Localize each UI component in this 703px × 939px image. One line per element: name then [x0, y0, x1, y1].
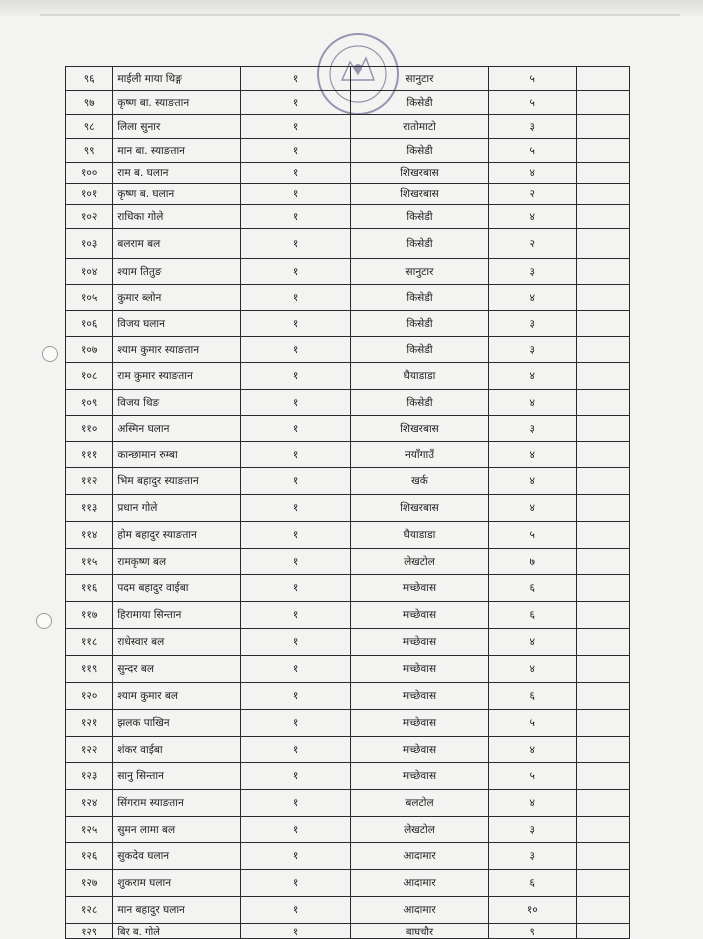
beneficiary-table — [65, 66, 630, 939]
place-cell: किसेडी — [351, 311, 489, 337]
table-row — [66, 683, 630, 710]
blank-cell — [576, 442, 629, 468]
place-cell: शिखरबास — [351, 416, 489, 442]
name-cell: राम ब. घलान — [113, 163, 241, 184]
quantity-cell: १ — [241, 205, 351, 229]
place-cell: किसेडी — [351, 205, 489, 229]
blank-cell — [576, 363, 629, 390]
quantity-cell: १ — [241, 763, 351, 790]
members-cell: २ — [488, 184, 576, 205]
quantity-cell: १ — [241, 549, 351, 575]
blank-cell — [576, 337, 629, 363]
name-cell: श्याम कुमार स्याङतान — [113, 337, 241, 363]
blank-cell — [576, 495, 629, 522]
serial-number-cell: १२७ — [66, 870, 113, 897]
quantity-cell: १ — [241, 870, 351, 897]
table-row — [66, 763, 630, 790]
members-cell: ५ — [488, 710, 576, 737]
place-cell: किसेडी — [351, 337, 489, 363]
place-cell: बलटोल — [351, 790, 489, 817]
blank-cell — [576, 897, 629, 924]
quantity-cell: १ — [241, 602, 351, 629]
table-row — [66, 817, 630, 843]
name-cell: मान बा. स्याङतान — [113, 139, 241, 163]
serial-number-cell: १२४ — [66, 790, 113, 817]
table-row — [66, 229, 630, 259]
table-row — [66, 205, 630, 229]
name-cell: अस्मिन घलान — [113, 416, 241, 442]
quantity-cell: १ — [241, 495, 351, 522]
quantity-cell: १ — [241, 416, 351, 442]
members-cell: ४ — [488, 656, 576, 683]
quantity-cell: १ — [241, 629, 351, 656]
quantity-cell: १ — [241, 259, 351, 285]
place-cell: किसेडी — [351, 285, 489, 311]
place-cell: बाघचौर — [351, 924, 489, 939]
quantity-cell: १ — [241, 363, 351, 390]
serial-number-cell: ११० — [66, 416, 113, 442]
serial-number-cell: १०० — [66, 163, 113, 184]
blank-cell — [576, 575, 629, 602]
scan-artifact-line — [40, 14, 680, 16]
table-row — [66, 656, 630, 683]
blank-cell — [576, 602, 629, 629]
blank-cell — [576, 229, 629, 259]
place-cell: आदामार — [351, 897, 489, 924]
serial-number-cell: ११४ — [66, 522, 113, 549]
members-cell: ३ — [488, 259, 576, 285]
serial-number-cell: १२६ — [66, 843, 113, 870]
members-cell: ६ — [488, 575, 576, 602]
table-row — [66, 67, 630, 91]
name-cell: प्रधान गोले — [113, 495, 241, 522]
blank-cell — [576, 870, 629, 897]
place-cell: किसेडी — [351, 139, 489, 163]
name-cell: सुन्दर बल — [113, 656, 241, 683]
members-cell: ६ — [488, 683, 576, 710]
place-cell: मच्छेवास — [351, 737, 489, 763]
place-cell: मच्छेवास — [351, 602, 489, 629]
table-row — [66, 870, 630, 897]
place-cell: घैयाडाडा — [351, 522, 489, 549]
blank-cell — [576, 139, 629, 163]
serial-number-cell: १०१ — [66, 184, 113, 205]
serial-number-cell: ११२ — [66, 468, 113, 495]
name-cell: राम कुमार स्याङतान — [113, 363, 241, 390]
blank-cell — [576, 468, 629, 495]
members-cell: ४ — [488, 737, 576, 763]
members-cell: ४ — [488, 442, 576, 468]
place-cell: शिखरबास — [351, 184, 489, 205]
quantity-cell: १ — [241, 843, 351, 870]
blank-cell — [576, 416, 629, 442]
blank-cell — [576, 656, 629, 683]
serial-number-cell: ९७ — [66, 91, 113, 115]
blank-cell — [576, 817, 629, 843]
members-cell: ५ — [488, 139, 576, 163]
blank-cell — [576, 710, 629, 737]
place-cell: किसेडी — [351, 91, 489, 115]
quantity-cell: १ — [241, 656, 351, 683]
serial-number-cell: ९८ — [66, 115, 113, 139]
members-cell: ३ — [488, 311, 576, 337]
blank-cell — [576, 790, 629, 817]
place-cell: लेखटोल — [351, 549, 489, 575]
serial-number-cell: १२२ — [66, 737, 113, 763]
serial-number-cell: १२३ — [66, 763, 113, 790]
table-row — [66, 549, 630, 575]
name-cell: माईली माया थिङ्ग — [113, 67, 241, 91]
place-cell: किसेडी — [351, 390, 489, 416]
table-row — [66, 163, 630, 184]
serial-number-cell: ११७ — [66, 602, 113, 629]
members-cell: ४ — [488, 629, 576, 656]
table-row — [66, 629, 630, 656]
table-row — [66, 737, 630, 763]
place-cell: रातोमाटो — [351, 115, 489, 139]
table-row — [66, 91, 630, 115]
serial-number-cell: ११९ — [66, 656, 113, 683]
place-cell: मच्छेवास — [351, 763, 489, 790]
table-row — [66, 390, 630, 416]
blank-cell — [576, 91, 629, 115]
serial-number-cell: १२५ — [66, 817, 113, 843]
place-cell: शिखरबास — [351, 163, 489, 184]
table-row — [66, 184, 630, 205]
serial-number-cell: १०५ — [66, 285, 113, 311]
place-cell: मच्छेवास — [351, 656, 489, 683]
quantity-cell: १ — [241, 522, 351, 549]
place-cell: मच्छेवास — [351, 629, 489, 656]
serial-number-cell: १०९ — [66, 390, 113, 416]
quantity-cell: १ — [241, 683, 351, 710]
blank-cell — [576, 763, 629, 790]
members-cell: ३ — [488, 817, 576, 843]
place-cell: आदामार — [351, 870, 489, 897]
serial-number-cell: ११६ — [66, 575, 113, 602]
members-cell: ४ — [488, 468, 576, 495]
quantity-cell: १ — [241, 737, 351, 763]
table-row — [66, 442, 630, 468]
place-cell: नयाँगाउँ — [351, 442, 489, 468]
members-cell: ४ — [488, 790, 576, 817]
members-cell: ९ — [488, 924, 576, 939]
table-row — [66, 259, 630, 285]
quantity-cell: १ — [241, 311, 351, 337]
name-cell: कृष्ण ब. घलान — [113, 184, 241, 205]
name-cell: बलराम बल — [113, 229, 241, 259]
table-row — [66, 602, 630, 629]
name-cell: कुमार ब्लोन — [113, 285, 241, 311]
members-cell: ३ — [488, 115, 576, 139]
members-cell: ६ — [488, 870, 576, 897]
serial-number-cell: १२१ — [66, 710, 113, 737]
place-cell: किसेडी — [351, 229, 489, 259]
quantity-cell: १ — [241, 229, 351, 259]
name-cell: विजय थिङ — [113, 390, 241, 416]
name-cell: लिला सुनार — [113, 115, 241, 139]
serial-number-cell: ९६ — [66, 67, 113, 91]
quantity-cell: १ — [241, 285, 351, 311]
members-cell: १० — [488, 897, 576, 924]
quantity-cell: १ — [241, 139, 351, 163]
punch-hole — [42, 346, 58, 362]
table-row — [66, 790, 630, 817]
quantity-cell: १ — [241, 790, 351, 817]
blank-cell — [576, 184, 629, 205]
name-cell: श्याम तितुङ — [113, 259, 241, 285]
place-cell: खर्क — [351, 468, 489, 495]
blank-cell — [576, 737, 629, 763]
name-cell: हिरामाया सिन्तान — [113, 602, 241, 629]
members-cell: ४ — [488, 363, 576, 390]
place-cell: सानुटार — [351, 259, 489, 285]
members-cell: ४ — [488, 163, 576, 184]
table-row — [66, 285, 630, 311]
serial-number-cell: ११८ — [66, 629, 113, 656]
blank-cell — [576, 843, 629, 870]
table-row — [66, 115, 630, 139]
members-cell: ६ — [488, 602, 576, 629]
name-cell: रामकृष्ण बल — [113, 549, 241, 575]
serial-number-cell: ११३ — [66, 495, 113, 522]
place-cell: मच्छेवास — [351, 683, 489, 710]
members-cell: ३ — [488, 843, 576, 870]
serial-number-cell: ११५ — [66, 549, 113, 575]
serial-number-cell: १०८ — [66, 363, 113, 390]
name-cell: श्याम कुमार बल — [113, 683, 241, 710]
members-cell: २ — [488, 229, 576, 259]
table-row — [66, 495, 630, 522]
name-cell: सुकदेव घलान — [113, 843, 241, 870]
quantity-cell: १ — [241, 115, 351, 139]
members-cell: ३ — [488, 337, 576, 363]
quantity-cell: १ — [241, 897, 351, 924]
name-cell: भिम बहादुर स्याङतान — [113, 468, 241, 495]
members-cell: ५ — [488, 91, 576, 115]
blank-cell — [576, 205, 629, 229]
name-cell: राधिका गोले — [113, 205, 241, 229]
table-row — [66, 522, 630, 549]
quantity-cell: १ — [241, 817, 351, 843]
quantity-cell: १ — [241, 710, 351, 737]
name-cell: झलक पाखिन — [113, 710, 241, 737]
serial-number-cell: १२८ — [66, 897, 113, 924]
blank-cell — [576, 163, 629, 184]
quantity-cell: १ — [241, 924, 351, 939]
members-cell: ३ — [488, 416, 576, 442]
blank-cell — [576, 115, 629, 139]
members-cell: ४ — [488, 390, 576, 416]
table-row — [66, 363, 630, 390]
name-cell: बिर ब. गोले — [113, 924, 241, 939]
blank-cell — [576, 67, 629, 91]
name-cell: सुमन लामा बल — [113, 817, 241, 843]
table-row — [66, 575, 630, 602]
place-cell: मच्छेवास — [351, 710, 489, 737]
name-cell: सिंगराम स्याङतान — [113, 790, 241, 817]
name-cell: मान बहादुर घलान — [113, 897, 241, 924]
quantity-cell: १ — [241, 91, 351, 115]
blank-cell — [576, 311, 629, 337]
name-cell: पदम बहादुर वाईबा — [113, 575, 241, 602]
name-cell: शंकर वाईबा — [113, 737, 241, 763]
name-cell: होम बहादुर स्याङतान — [113, 522, 241, 549]
blank-cell — [576, 549, 629, 575]
name-cell: कृष्ण बा. स्याङतान — [113, 91, 241, 115]
table-row — [66, 897, 630, 924]
serial-number-cell: १०६ — [66, 311, 113, 337]
serial-number-cell: १२० — [66, 683, 113, 710]
table-row — [66, 416, 630, 442]
quantity-cell: १ — [241, 468, 351, 495]
punch-hole — [36, 613, 52, 629]
place-cell: आदामार — [351, 843, 489, 870]
blank-cell — [576, 285, 629, 311]
serial-number-cell: ९९ — [66, 139, 113, 163]
place-cell: शिखरबास — [351, 495, 489, 522]
blank-cell — [576, 629, 629, 656]
members-cell: ४ — [488, 205, 576, 229]
table-row — [66, 468, 630, 495]
table-row — [66, 710, 630, 737]
blank-cell — [576, 259, 629, 285]
place-cell: लेखटोल — [351, 817, 489, 843]
serial-number-cell: १०३ — [66, 229, 113, 259]
place-cell: मच्छेवास — [351, 575, 489, 602]
blank-cell — [576, 683, 629, 710]
members-cell: ४ — [488, 495, 576, 522]
serial-number-cell: १११ — [66, 442, 113, 468]
quantity-cell: १ — [241, 442, 351, 468]
quantity-cell: १ — [241, 390, 351, 416]
blank-cell — [576, 924, 629, 939]
members-cell: ७ — [488, 549, 576, 575]
quantity-cell: १ — [241, 163, 351, 184]
serial-number-cell: १०७ — [66, 337, 113, 363]
table-row — [66, 311, 630, 337]
blank-cell — [576, 522, 629, 549]
quantity-cell: १ — [241, 575, 351, 602]
serial-number-cell: १०२ — [66, 205, 113, 229]
serial-number-cell: १०४ — [66, 259, 113, 285]
table-row — [66, 924, 630, 939]
table-row — [66, 843, 630, 870]
quantity-cell: १ — [241, 184, 351, 205]
name-cell: शुकराम घलान — [113, 870, 241, 897]
blank-cell — [576, 390, 629, 416]
serial-number-cell: १२९ — [66, 924, 113, 939]
members-cell: ५ — [488, 522, 576, 549]
members-cell: ५ — [488, 763, 576, 790]
place-cell: सानुटार — [351, 67, 489, 91]
name-cell: राधेस्वार बल — [113, 629, 241, 656]
name-cell: विजय घलान — [113, 311, 241, 337]
name-cell: कान्छामान रुम्बा — [113, 442, 241, 468]
table-row — [66, 337, 630, 363]
place-cell: घैयाडाडा — [351, 363, 489, 390]
quantity-cell: १ — [241, 67, 351, 91]
table-row — [66, 139, 630, 163]
members-cell: ५ — [488, 67, 576, 91]
name-cell: सानु सिन्तान — [113, 763, 241, 790]
members-cell: ४ — [488, 285, 576, 311]
quantity-cell: १ — [241, 337, 351, 363]
